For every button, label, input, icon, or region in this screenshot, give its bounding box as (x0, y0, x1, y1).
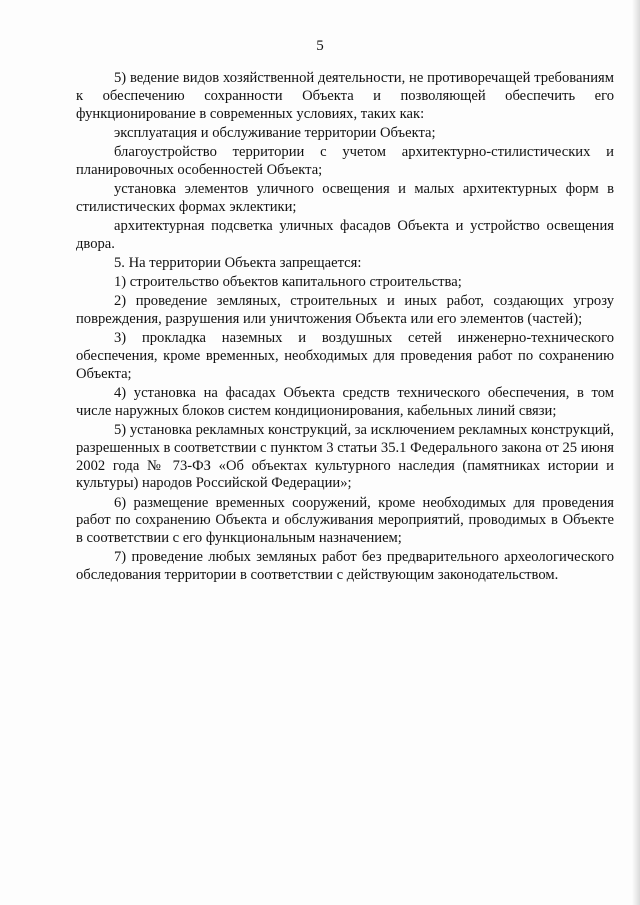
prohibition-item-2: 2) проведение земляных, строительных и иных работ, создающих угрозу повреждения, разрушения или уничтожения Объекта или его элементов (частей); (76, 293, 614, 328)
section-heading-prohibited: 5. На территории Объекта запрещается: (114, 254, 362, 271)
prohibition-item-1: 1) строительство объектов капитального строительства; (114, 274, 462, 291)
paragraph-landscaping: благоустройство территории с учетом архитектурно-стилистических и планировочных особенностей Объекта; (76, 143, 614, 178)
paragraph-maintenance: эксплуатация и обслуживание территории Объекта; (114, 124, 436, 141)
document-body (76, 70, 614, 586)
prohibition-item-3: 3) прокладка наземных и воздушных сетей инженерно-технического обеспечения, кроме временных, необходимых для проведения работ по сохранению Объекта; (76, 330, 614, 382)
prohibition-item-4: 4) установка на фасадах Объекта средств технического обеспечения, в том числе наружных блоков систем кондиционирования, кабельных линий связи; (76, 385, 614, 419)
paragraph-item-5-economic-activity: 5) ведение видов хозяйственной деятельности, не противоречащей требованиям к обеспечению сохранности Объекта и позволяющей обеспечить его функционирование в современных условиях, таких как: (76, 70, 614, 122)
prohibition-item-7: 7) проведение любых земляных работ без предварительного археологического обследования территории в соответствии с действующим законодательством. (76, 549, 614, 584)
prohibition-item-5: 5) установка рекламных конструкций, за исключением рекламных конструкций, разрешенных в соответствии с пунктом 3 статьи 35.1 Федерального закона от 25 июня 2002 года № 73-ФЗ «Об объектах культурного наследия (памятниках истории и культуры) народов Российской Федерации»; (76, 422, 614, 492)
paragraph-facade-lighting: архитектурная подсветка уличных фасадов Объекта и устройство освещения двора. (76, 217, 614, 252)
scan-edge-shadow (632, 0, 640, 905)
prohibition-item-6: 6) размещение временных сооружений, кроме необходимых для проведения работ по сохранению Объекта и обслуживания мероприятий, проводимых в Объекте в соответствии с его функциональным назначением; (76, 494, 614, 547)
paragraph-street-lighting: установка элементов уличного освещения и малых архитектурных форм в стилистических формах эклектики; (76, 180, 614, 215)
page-number: 5 (316, 38, 324, 54)
